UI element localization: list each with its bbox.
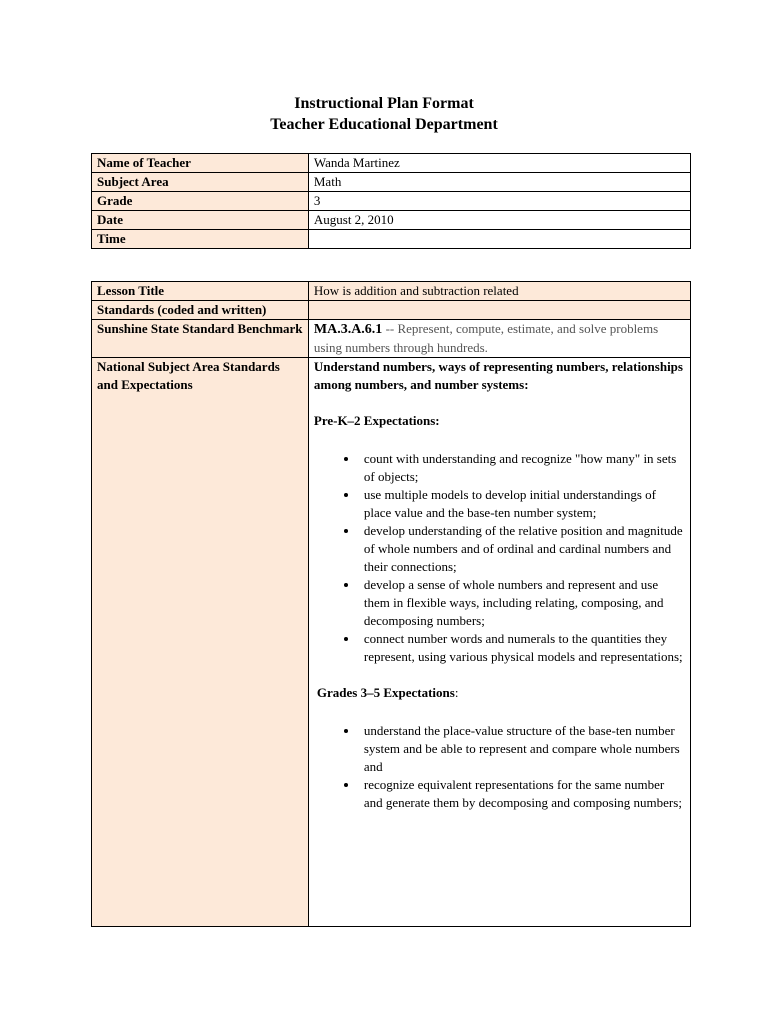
list-item: • develop understanding of the relative position and magnitude of whole numbers and of ordinal and cardinal numbers and their connections;	[359, 522, 685, 576]
table-row	[92, 192, 691, 211]
national-standards-label: National Subject Area Standards and Expectations	[92, 358, 309, 927]
lesson-title-value: How is addition and subtraction related	[308, 282, 690, 301]
list-item: • use multiple models to develop initial understandings of place value and the base-ten number system;	[359, 486, 685, 522]
list-item: • develop a sense of whole numbers and represent and use them in flexible ways, including relating, composing, and decomposing numbers;	[359, 576, 685, 630]
list-item: • connect number words and numerals to the quantities they represent, using various physical models and representations;	[359, 630, 685, 666]
national-standards-heading: Understand numbers, ways of representing numbers, relationships among numbers, and number systems:	[313, 359, 683, 392]
list-item: • count with understanding and recognize "how many" in sets of objects;	[359, 450, 685, 486]
table-row	[92, 301, 691, 320]
date-label: Date	[92, 211, 309, 230]
benchmark-code: MA.3.A.6.1	[313, 322, 383, 337]
document-subtitle: Teacher Educational Department	[270, 116, 498, 133]
standards-value	[308, 301, 690, 320]
time-value	[308, 230, 690, 249]
table-row	[92, 358, 691, 927]
subject-area-value: Math	[308, 173, 690, 192]
time-label: Time	[92, 230, 309, 249]
standards-label: Standards (coded and written)	[92, 301, 309, 320]
grade-value: 3	[308, 192, 690, 211]
document-header	[0, 93, 768, 135]
table-row	[92, 211, 691, 230]
prek-heading: Pre-K–2 Expectations:	[313, 413, 440, 428]
benchmark-text: -- Represent, compute, estimate, and solve problems using numbers through hundreds.	[313, 321, 659, 355]
table-row	[92, 154, 691, 173]
grades-3-5-heading-colon: :	[454, 685, 459, 700]
table-row	[92, 282, 691, 301]
teacher-info-table	[91, 153, 691, 249]
lesson-plan-table	[91, 281, 691, 927]
table-row	[92, 173, 691, 192]
subject-area-label: Subject Area	[92, 173, 309, 192]
grades-3-5-heading-text: Grades 3–5 Expectations	[316, 685, 455, 700]
prek-expectations-list	[314, 450, 685, 666]
table-row	[92, 320, 691, 358]
document-title: Instructional Plan Format	[294, 95, 474, 112]
lesson-title-label: Lesson Title	[92, 282, 309, 301]
table-row	[92, 230, 691, 249]
list-item: • recognize equivalent representations for the same number and generate them by decomposing and composing numbers;	[359, 776, 685, 812]
grade-label: Grade	[92, 192, 309, 211]
list-item: • understand the place-value structure of the base-ten number system and be able to represent and compare whole numbers and	[359, 722, 685, 776]
national-standards-value	[308, 358, 690, 927]
teacher-name-value: Wanda Martinez	[308, 154, 690, 173]
grades-3-5-expectations-list	[314, 722, 685, 812]
sunshine-standard-label: Sunshine State Standard Benchmark	[92, 320, 309, 358]
teacher-name-label: Name of Teacher	[92, 154, 309, 173]
grades-3-5-heading	[314, 684, 685, 702]
date-value: August 2, 2010	[308, 211, 690, 230]
sunshine-standard-value	[308, 320, 690, 358]
